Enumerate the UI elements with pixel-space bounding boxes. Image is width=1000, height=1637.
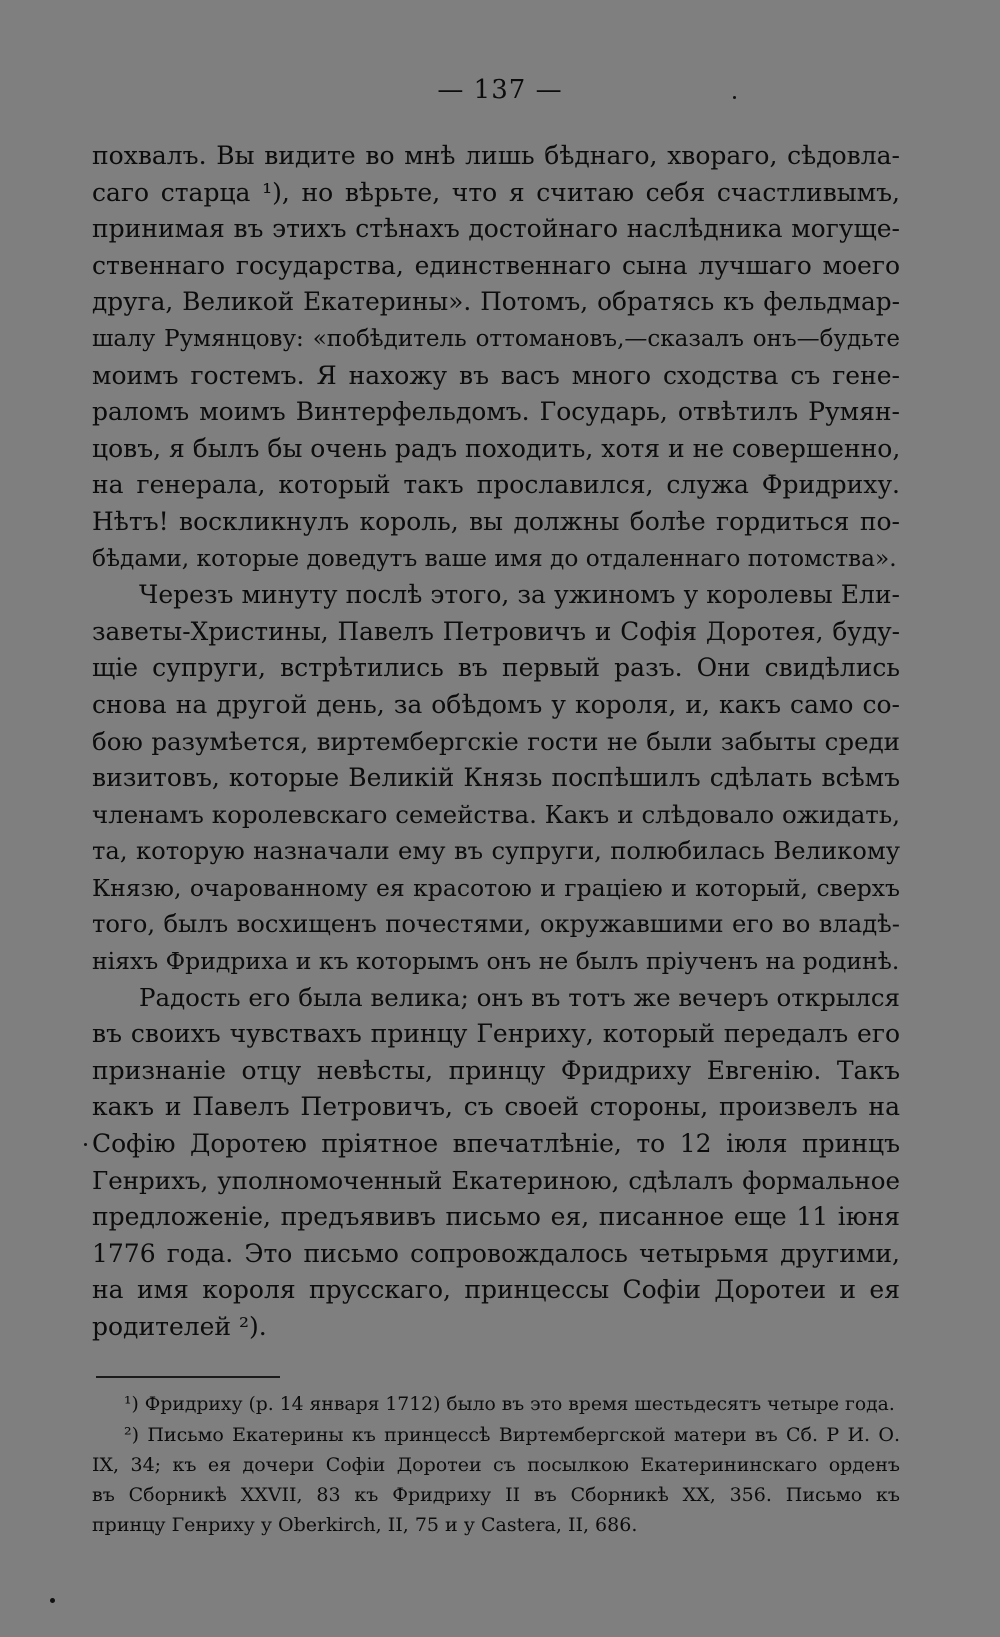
text-line: на имя короля прусскаго, принцессы Софіи Доротеи и ея [92,1275,900,1305]
text-line: ніяхъ Фридриха и къ которымъ онъ не былъ пріученъ на родинѣ. [92,947,900,976]
print-speck [50,1598,55,1603]
text-line: похвалъ. Вы видите во мнѣ лишь бѣднаго, хвораго, сѣдовла- [92,141,900,170]
text-line: та, которую назначали ему въ супруги, полюбилась Великому [92,836,900,866]
text-line: моимъ гостемъ. Я нахожу въ васъ много сходства съ гене- [92,360,900,390]
main-text [92,138,900,1346]
text-line: друга, Великой Екатерины». Потомъ, обратясь къ фельдмар- [92,287,900,317]
print-speck [84,1143,87,1146]
text-line: Софію Доротею пріятное впечатлѣніе, то 12 іюля принцъ [92,1129,900,1159]
text-line: снова на другой день, за обѣдомъ у короля, и, какъ само со- [92,689,900,719]
footnote-line: ²) Письмо Екатерины къ принцессѣ Виртембергской матери въ Сб. Р И. О. [124,1424,900,1446]
footnote-line: ¹) Фридриху (р. 14 января 1712) было въ это время шестьдесятъ четыре года. [124,1394,895,1415]
text-line: визитовъ, которые Великій Князь поспѣшилъ сдѣлать всѣмъ [92,763,900,793]
text-line: членамъ королевскаго семейства. Какъ и слѣдовало ожидать, [92,799,900,829]
text-line: того, былъ восхищенъ почестями, окружавшими его во владѣ- [92,909,900,939]
text-line: Генрихъ, уполномоченный Екатериною, сдѣлалъ формальное [92,1165,900,1195]
text-line: щіе супруги, встрѣтились въ первый разъ. Они свидѣлись [92,653,900,683]
footnote-line: принцу Генриху у Oberkirch, II, 75 и у Castera, II, 686. [92,1514,638,1536]
text-line: предложеніе, предъявивъ письмо ея, писанное еще 11 іюня [92,1202,900,1232]
text-line: Радость его была велика; онъ въ тотъ же вечеръ открылся [139,982,900,1012]
text-line: въ своихъ чувствахъ принцу Генриху, который передалъ его [92,1019,900,1049]
text-line: ственнаго государства, единственнаго сына лучшаго моего [92,250,900,280]
text-line: на генерала, который такъ прославился, служа Фридриху. [92,470,900,500]
footnote-line: IX, 34; къ ея дочери Софіи Доротеи съ посылкою Екатерининскаго орденъ [92,1454,900,1476]
print-speck [733,96,736,99]
text-line: Нѣтъ! воскликнулъ король, вы должны болѣе гордиться по- [92,506,900,536]
text-line: признаніе отцу невѣсты, принцу Фридриху Евгенію. Такъ [92,1055,900,1085]
text-line: принимая въ этихъ стѣнахъ достойнаго наслѣдника могуще- [92,214,900,244]
text-line: бою разумѣется, виртембергскіе гости не были забыты среди [92,726,900,756]
text-line: Князю, очарованному ея красотою и граціею и который, сверхъ [92,873,900,902]
text-line: заветы-Христины, Павелъ Петровичъ и Софія Доротея, буду- [92,616,900,646]
text-line: шалу Румянцову: «побѣдитель оттомановъ,—сказалъ онъ—будьте [92,325,900,352]
text-line: раломъ моимъ Винтерфельдомъ. Государь, отвѣтилъ Румян- [92,397,900,427]
footnotes [92,1390,900,1540]
text-line: цовъ, я былъ бы очень радъ походить, хотя и не совершенно, [92,433,901,463]
text-line: какъ и Павелъ Петровичъ, съ своей стороны, произвелъ на [92,1092,900,1122]
text-line: 1776 года. Это письмо сопровождалось четырьмя другими, [92,1238,900,1268]
text-line: родителей ²). [92,1312,267,1341]
text-line: Черезъ минуту послѣ этого, за ужиномъ у королевы Ели- [139,580,900,610]
footnote-line: въ Сборникѣ XXVII, 83 къ Фридриху II въ Сборникѣ XX, 356. Письмо къ [92,1484,900,1506]
text-line: бѣдами, которые доведутъ ваше имя до отдаленнаго потомства». [92,544,897,572]
page-number: — 137 — [437,75,563,105]
text-line: саго старца ¹), но вѣрьте, что я считаю себя счастливымъ, [92,177,900,207]
footnote-divider [96,1376,280,1378]
